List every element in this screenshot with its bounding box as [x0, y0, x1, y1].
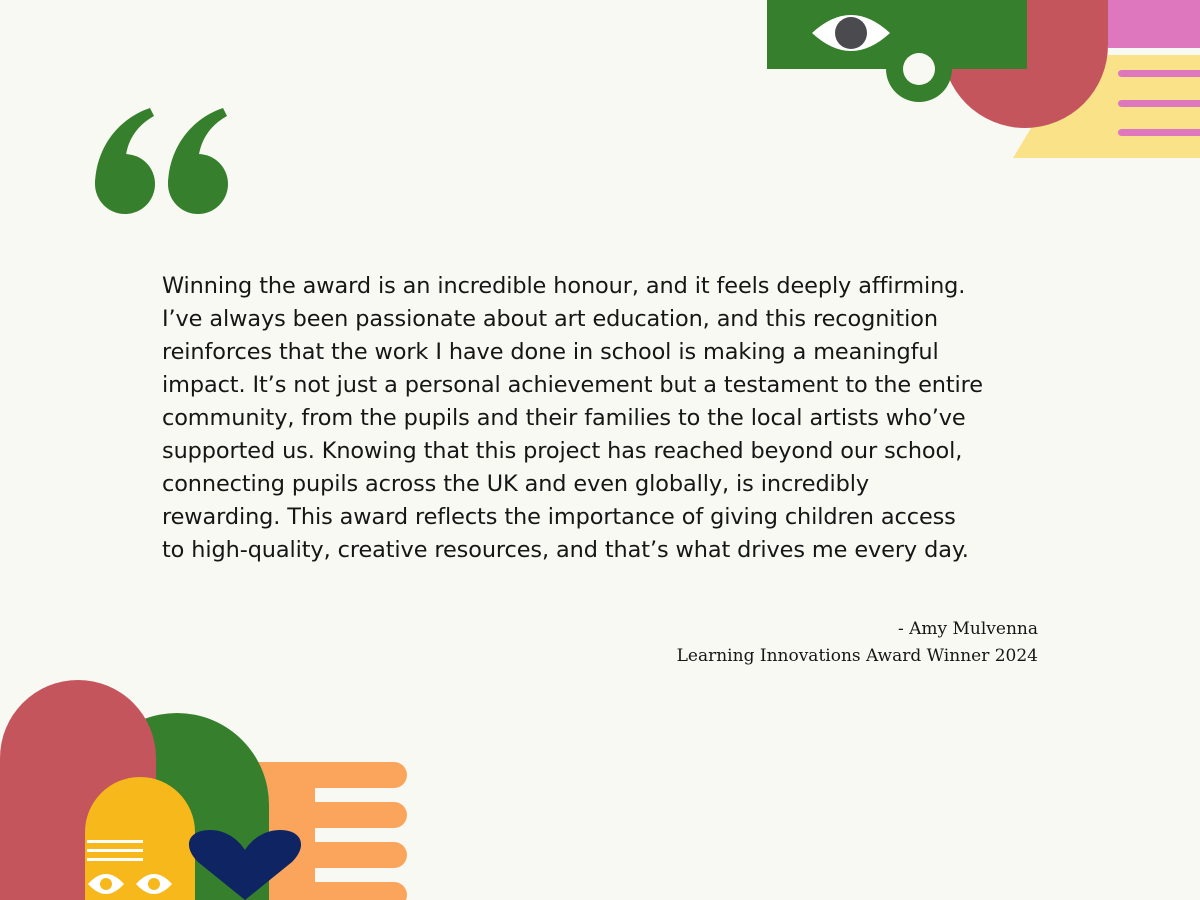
quote-line: to high-quality, creative resources, and that’s what drives me every day.	[162, 537, 969, 563]
author-name: - Amy Mulvenna	[897, 619, 1038, 639]
quote-line: supported us. Knowing that this project has reached beyond our school,	[162, 438, 963, 464]
eye-icon	[812, 15, 890, 51]
orange-tooth-shape	[245, 842, 407, 868]
green-ring-shape	[886, 36, 952, 102]
yellow-banner-shape	[1013, 55, 1200, 158]
orange-tooth-shape	[245, 762, 407, 788]
green-dome-shape	[85, 713, 269, 900]
heart-icon	[189, 830, 301, 900]
right-eye-pupil-icon	[148, 878, 160, 890]
left-eye-icon	[88, 874, 124, 894]
yellow-head-shape	[85, 777, 195, 900]
orange-block-shape	[245, 762, 315, 900]
left-eye-pupil-icon	[100, 878, 112, 890]
quote-line: impact. It’s not just a personal achievement but a testament to the entire	[162, 372, 983, 398]
quote-line: rewarding. This award reflects the importance of giving children access	[162, 504, 956, 530]
quote-line: connecting pupils across the UK and even globally, is incredibly	[162, 471, 870, 497]
eye-pupil-icon	[835, 17, 867, 49]
quote-line: I’ve always been passionate about art education, and this recognition	[162, 306, 938, 332]
author-role: Learning Innovations Award Winner 2024	[676, 646, 1038, 666]
quote-line: reinforces that the work I have done in school is making a meaningful	[162, 339, 939, 365]
orange-tooth-shape	[245, 882, 407, 900]
green-banner-shape	[767, 0, 1027, 69]
right-eye-icon	[136, 874, 172, 894]
red-arch-shape	[942, 0, 1108, 128]
pink-line-shape	[1118, 70, 1200, 77]
hair-line-shape	[87, 840, 143, 843]
testimonial-quote	[162, 270, 1062, 567]
attribution	[677, 616, 1038, 670]
pink-line-shape	[1118, 100, 1200, 107]
pink-block-shape	[1108, 0, 1200, 48]
quote-line: Winning the award is an incredible honour, and it feels deeply affirming.	[162, 273, 966, 299]
opening-double-quote-icon	[92, 104, 237, 214]
hair-line-shape	[87, 849, 143, 852]
red-dome-shape	[0, 680, 156, 900]
quote-line: community, from the pupils and their families to the local artists who’ve	[162, 405, 966, 431]
orange-tooth-shape	[245, 802, 407, 828]
pink-line-shape	[1118, 129, 1200, 136]
ring-hole-shape	[903, 53, 935, 85]
hair-line-shape	[87, 858, 143, 861]
